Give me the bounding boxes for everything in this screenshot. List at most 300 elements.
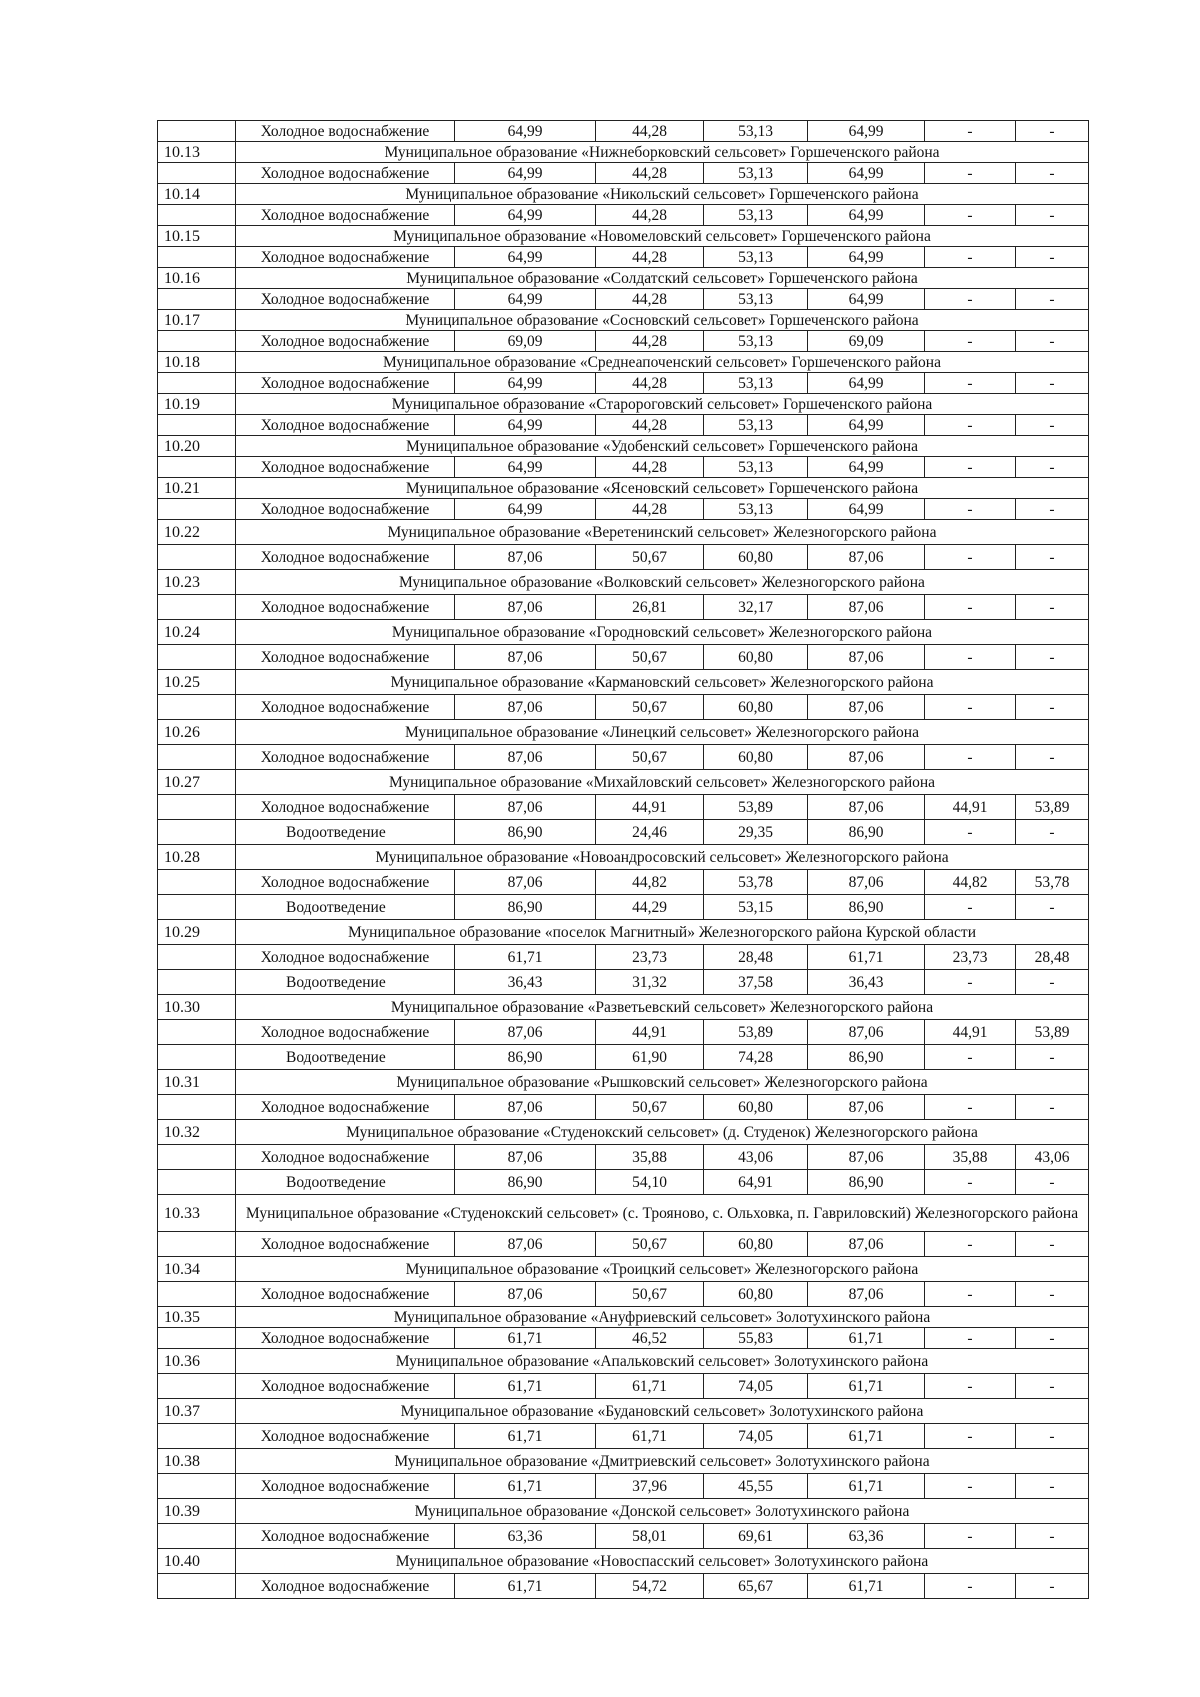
section-header-row <box>158 1307 1089 1328</box>
tariff-value: - <box>925 1328 1016 1349</box>
section-header-row <box>158 226 1089 247</box>
tariff-value: 61,71 <box>808 1328 925 1349</box>
service-name: Холодное водоснабжение <box>236 247 455 268</box>
tariff-value: - <box>1016 1170 1089 1195</box>
tariff-value: - <box>925 1282 1016 1307</box>
tariff-value: - <box>1016 499 1089 520</box>
tariff-value: 35,88 <box>596 1145 704 1170</box>
tariff-value: - <box>925 289 1016 310</box>
tariff-value: - <box>925 1574 1016 1599</box>
section-header-row <box>158 1499 1089 1524</box>
municipality-name: Муниципальное образование «Солдатский сельсовет» Горшеченского района <box>236 268 1089 289</box>
tariff-row <box>158 1328 1089 1349</box>
tariff-value: 87,06 <box>808 645 925 670</box>
empty-number-cell <box>158 499 236 520</box>
tariff-value: 69,61 <box>704 1524 808 1549</box>
tariff-value: - <box>925 820 1016 845</box>
section-number: 10.19 <box>158 394 236 415</box>
tariff-value: - <box>925 331 1016 352</box>
tariff-value: 65,67 <box>704 1574 808 1599</box>
tariff-value: 53,78 <box>704 870 808 895</box>
tariff-row <box>158 247 1089 268</box>
section-number: 10.18 <box>158 352 236 373</box>
tariff-value: 69,09 <box>455 331 596 352</box>
tariff-value: 61,71 <box>808 945 925 970</box>
tariff-value: 60,80 <box>704 545 808 570</box>
tariff-table-body <box>158 121 1089 1599</box>
tariff-value: - <box>925 1170 1016 1195</box>
tariff-value: - <box>1016 205 1089 226</box>
tariff-value: 87,06 <box>455 695 596 720</box>
tariff-value: 87,06 <box>455 645 596 670</box>
tariff-value: 44,28 <box>596 373 704 394</box>
tariff-row <box>158 289 1089 310</box>
tariff-value: - <box>925 1374 1016 1399</box>
municipality-name: Муниципальное образование «Старороговский сельсовет» Горшеченского района <box>236 394 1089 415</box>
tariff-value: - <box>1016 247 1089 268</box>
tariff-value: 37,58 <box>704 970 808 995</box>
tariff-value: 36,43 <box>808 970 925 995</box>
tariff-row <box>158 970 1089 995</box>
tariff-value: 54,10 <box>596 1170 704 1195</box>
tariff-row <box>158 1374 1089 1399</box>
tariff-row <box>158 163 1089 184</box>
tariff-value: 87,06 <box>808 1232 925 1257</box>
tariff-value: - <box>925 205 1016 226</box>
tariff-value: 87,06 <box>455 1232 596 1257</box>
service-name: Холодное водоснабжение <box>236 121 455 142</box>
service-name: Холодное водоснабжение <box>236 695 455 720</box>
tariff-value: 44,28 <box>596 163 704 184</box>
section-number: 10.32 <box>158 1120 236 1145</box>
tariff-row <box>158 745 1089 770</box>
tariff-value: - <box>925 595 1016 620</box>
tariff-value: 53,13 <box>704 373 808 394</box>
municipality-name: Муниципальное образование «Студенокский сельсовет» (с. Трояново, с. Ольховка, п. Гавриловский) Железногорского района <box>236 1195 1089 1232</box>
tariff-value: - <box>1016 163 1089 184</box>
service-name: Холодное водоснабжение <box>236 1374 455 1399</box>
tariff-value: 43,06 <box>704 1145 808 1170</box>
tariff-value: - <box>1016 895 1089 920</box>
tariff-row <box>158 1145 1089 1170</box>
tariff-value: 87,06 <box>455 595 596 620</box>
tariff-value: 31,32 <box>596 970 704 995</box>
tariff-value: 87,06 <box>808 1145 925 1170</box>
tariff-value: 87,06 <box>455 1020 596 1045</box>
tariff-value: 64,99 <box>455 163 596 184</box>
municipality-name: Муниципальное образование «Линецкий сельсовет» Железногорского района <box>236 720 1089 745</box>
tariff-value: 61,71 <box>808 1424 925 1449</box>
tariff-row <box>158 1045 1089 1070</box>
section-number: 10.24 <box>158 620 236 645</box>
empty-number-cell <box>158 645 236 670</box>
empty-number-cell <box>158 1095 236 1120</box>
tariff-value: 53,13 <box>704 205 808 226</box>
municipality-name: Муниципальное образование «Новомеловский сельсовет» Горшеченского района <box>236 226 1089 247</box>
tariff-value: 61,71 <box>455 1474 596 1499</box>
tariff-value: - <box>925 545 1016 570</box>
tariff-value: 44,91 <box>925 1020 1016 1045</box>
tariff-value: - <box>925 1045 1016 1070</box>
service-name: Холодное водоснабжение <box>236 205 455 226</box>
tariff-value: 44,28 <box>596 205 704 226</box>
tariff-value: 86,90 <box>455 1170 596 1195</box>
service-name: Холодное водоснабжение <box>236 415 455 436</box>
section-header-row <box>158 520 1089 545</box>
service-name: Холодное водоснабжение <box>236 870 455 895</box>
tariff-value: 45,55 <box>704 1474 808 1499</box>
empty-number-cell <box>158 1474 236 1499</box>
tariff-value: - <box>1016 289 1089 310</box>
tariff-row <box>158 1020 1089 1045</box>
service-name: Холодное водоснабжение <box>236 1232 455 1257</box>
tariff-value: 87,06 <box>808 695 925 720</box>
tariff-value: - <box>1016 1328 1089 1349</box>
empty-number-cell <box>158 373 236 394</box>
empty-number-cell <box>158 121 236 142</box>
tariff-row <box>158 1170 1089 1195</box>
municipality-name: Муниципальное образование «Рышковский сельсовет» Железногорского района <box>236 1070 1089 1095</box>
tariff-value: 86,90 <box>808 895 925 920</box>
tariff-value: 55,83 <box>704 1328 808 1349</box>
tariff-value: 44,28 <box>596 415 704 436</box>
section-number: 10.27 <box>158 770 236 795</box>
section-number: 10.40 <box>158 1549 236 1574</box>
tariff-value: 69,09 <box>808 331 925 352</box>
tariff-row <box>158 1424 1089 1449</box>
municipality-name: Муниципальное образование «Разветьевский сельсовет» Железногорского района <box>236 995 1089 1020</box>
municipality-name: Муниципальное образование «Среднеапоченский сельсовет» Горшеченского района <box>236 352 1089 373</box>
tariff-value: 86,90 <box>455 820 596 845</box>
tariff-row <box>158 595 1089 620</box>
tariff-row <box>158 499 1089 520</box>
tariff-value: - <box>1016 1374 1089 1399</box>
tariff-value: - <box>925 1474 1016 1499</box>
section-header-row <box>158 1549 1089 1574</box>
service-name: Холодное водоснабжение <box>236 1474 455 1499</box>
tariff-value: 44,82 <box>596 870 704 895</box>
empty-number-cell <box>158 1328 236 1349</box>
tariff-value: - <box>925 645 1016 670</box>
tariff-value: - <box>925 457 1016 478</box>
tariff-value: 87,06 <box>808 1282 925 1307</box>
empty-number-cell <box>158 595 236 620</box>
section-header-row <box>158 920 1089 945</box>
tariff-value: 53,13 <box>704 331 808 352</box>
service-name: Водоотведение <box>236 1045 455 1070</box>
section-header-row <box>158 770 1089 795</box>
service-name: Водоотведение <box>236 820 455 845</box>
municipality-name: Муниципальное образование «Донской сельсовет» Золотухинского района <box>236 1499 1089 1524</box>
service-name: Холодное водоснабжение <box>236 1020 455 1045</box>
section-header-row <box>158 1449 1089 1474</box>
tariff-value: 26,81 <box>596 595 704 620</box>
municipality-name: Муниципальное образование «Сосновский сельсовет» Горшеченского района <box>236 310 1089 331</box>
section-number: 10.23 <box>158 570 236 595</box>
tariff-value: 64,99 <box>455 373 596 394</box>
tariff-value: 50,67 <box>596 745 704 770</box>
municipality-name: Муниципальное образование «Волковский сельсовет» Железногорского района <box>236 570 1089 595</box>
tariff-value: - <box>1016 1524 1089 1549</box>
tariff-value: - <box>1016 545 1089 570</box>
tariff-value: 60,80 <box>704 1095 808 1120</box>
tariff-value: 61,71 <box>808 1574 925 1599</box>
tariff-value: - <box>925 1424 1016 1449</box>
section-number: 10.13 <box>158 142 236 163</box>
tariff-value: 53,13 <box>704 247 808 268</box>
tariff-value: 63,36 <box>808 1524 925 1549</box>
service-name: Холодное водоснабжение <box>236 1095 455 1120</box>
service-name: Холодное водоснабжение <box>236 745 455 770</box>
tariff-value: 53,13 <box>704 163 808 184</box>
section-header-row <box>158 394 1089 415</box>
tariff-value: 44,28 <box>596 457 704 478</box>
tariff-value: 53,15 <box>704 895 808 920</box>
tariff-value: 35,88 <box>925 1145 1016 1170</box>
tariff-value: 74,05 <box>704 1424 808 1449</box>
tariff-value: 53,89 <box>704 1020 808 1045</box>
tariff-value: 87,06 <box>455 1095 596 1120</box>
section-number: 10.15 <box>158 226 236 247</box>
tariff-value: 87,06 <box>808 545 925 570</box>
tariff-row <box>158 795 1089 820</box>
municipality-name: Муниципальное образование «Новоандросовский сельсовет» Железногорского района <box>236 845 1089 870</box>
tariff-value: 23,73 <box>596 945 704 970</box>
empty-number-cell <box>158 970 236 995</box>
service-name: Водоотведение <box>236 1170 455 1195</box>
section-number: 10.14 <box>158 184 236 205</box>
tariff-value: 87,06 <box>455 1282 596 1307</box>
tariff-row <box>158 645 1089 670</box>
section-number: 10.20 <box>158 436 236 457</box>
municipality-name: Муниципальное образование «Кармановский сельсовет» Железногорского района <box>236 670 1089 695</box>
tariff-value: - <box>1016 745 1089 770</box>
tariff-value: 50,67 <box>596 1095 704 1120</box>
tariff-value: 44,91 <box>925 795 1016 820</box>
tariff-value: 61,71 <box>596 1374 704 1399</box>
tariff-value: 86,90 <box>455 1045 596 1070</box>
service-name: Холодное водоснабжение <box>236 1524 455 1549</box>
tariff-row <box>158 1524 1089 1549</box>
tariff-value: 53,89 <box>1016 1020 1089 1045</box>
tariff-row <box>158 121 1089 142</box>
section-header-row <box>158 1257 1089 1282</box>
empty-number-cell <box>158 1232 236 1257</box>
tariff-value: 74,28 <box>704 1045 808 1070</box>
service-name: Холодное водоснабжение <box>236 595 455 620</box>
section-header-row <box>158 570 1089 595</box>
empty-number-cell <box>158 895 236 920</box>
tariff-value: 23,73 <box>925 945 1016 970</box>
service-name: Холодное водоснабжение <box>236 545 455 570</box>
tariff-value: 53,13 <box>704 415 808 436</box>
tariff-row <box>158 945 1089 970</box>
tariff-value: - <box>925 695 1016 720</box>
tariff-value: - <box>1016 595 1089 620</box>
service-name: Холодное водоснабжение <box>236 795 455 820</box>
municipality-name: Муниципальное образование «Апальковский сельсовет» Золотухинского района <box>236 1349 1089 1374</box>
municipality-name: Муниципальное образование «Удобенский сельсовет» Горшеченского района <box>236 436 1089 457</box>
tariff-value: 50,67 <box>596 545 704 570</box>
tariff-value: 50,67 <box>596 1232 704 1257</box>
empty-number-cell <box>158 870 236 895</box>
tariff-value: - <box>1016 1095 1089 1120</box>
section-number: 10.38 <box>158 1449 236 1474</box>
section-header-row <box>158 310 1089 331</box>
tariff-value: 44,28 <box>596 247 704 268</box>
tariff-value: - <box>925 1524 1016 1549</box>
tariff-value: 29,35 <box>704 820 808 845</box>
tariff-value: 86,90 <box>808 1045 925 1070</box>
tariff-value: - <box>925 499 1016 520</box>
tariff-value: 87,06 <box>808 870 925 895</box>
municipality-name: Муниципальное образование «Веретенинский сельсовет» Железногорского района <box>236 520 1089 545</box>
tariff-row <box>158 1095 1089 1120</box>
tariff-value: 64,99 <box>808 289 925 310</box>
tariff-row <box>158 1232 1089 1257</box>
tariff-value: 87,06 <box>808 1020 925 1045</box>
service-name: Водоотведение <box>236 895 455 920</box>
tariff-value: 36,43 <box>455 970 596 995</box>
tariff-value: - <box>925 745 1016 770</box>
tariff-value: 64,99 <box>455 121 596 142</box>
tariff-value: - <box>925 1232 1016 1257</box>
municipality-name: Муниципальное образование «Городновский сельсовет» Железногорского района <box>236 620 1089 645</box>
service-name: Водоотведение <box>236 970 455 995</box>
section-number: 10.21 <box>158 478 236 499</box>
municipality-name: Муниципальное образование «Новоспасский сельсовет» Золотухинского района <box>236 1549 1089 1574</box>
tariff-value: - <box>1016 331 1089 352</box>
municipality-name: Муниципальное образование «Нижнеборковский сельсовет» Горшеченского района <box>236 142 1089 163</box>
service-name: Холодное водоснабжение <box>236 373 455 394</box>
tariff-value: 50,67 <box>596 645 704 670</box>
empty-number-cell <box>158 745 236 770</box>
tariff-value: - <box>925 1095 1016 1120</box>
tariff-value: 53,13 <box>704 499 808 520</box>
tariff-value: - <box>1016 457 1089 478</box>
tariff-row <box>158 373 1089 394</box>
section-header-row <box>158 184 1089 205</box>
tariff-value: - <box>925 970 1016 995</box>
municipality-name: Муниципальное образование «Троицкий сельсовет» Железногорского района <box>236 1257 1089 1282</box>
empty-number-cell <box>158 795 236 820</box>
tariff-value: - <box>1016 1045 1089 1070</box>
tariff-value: 44,91 <box>596 1020 704 1045</box>
tariff-value: 44,91 <box>596 795 704 820</box>
section-header-row <box>158 1120 1089 1145</box>
empty-number-cell <box>158 1424 236 1449</box>
tariff-value: 64,99 <box>808 415 925 436</box>
empty-number-cell <box>158 945 236 970</box>
tariff-value: 32,17 <box>704 595 808 620</box>
tariff-row <box>158 895 1089 920</box>
tariff-value: 60,80 <box>704 1282 808 1307</box>
tariff-value: 64,99 <box>455 415 596 436</box>
section-header-row <box>158 1399 1089 1424</box>
tariff-row <box>158 870 1089 895</box>
service-name: Холодное водоснабжение <box>236 645 455 670</box>
empty-number-cell <box>158 205 236 226</box>
service-name: Холодное водоснабжение <box>236 1282 455 1307</box>
tariff-value: - <box>1016 1574 1089 1599</box>
section-header-row <box>158 720 1089 745</box>
tariff-value: - <box>1016 415 1089 436</box>
section-number: 10.39 <box>158 1499 236 1524</box>
tariff-value: - <box>1016 970 1089 995</box>
tariff-row <box>158 695 1089 720</box>
empty-number-cell <box>158 1374 236 1399</box>
tariff-value: - <box>925 895 1016 920</box>
tariff-value: 44,28 <box>596 289 704 310</box>
service-name: Холодное водоснабжение <box>236 331 455 352</box>
tariff-value: 24,46 <box>596 820 704 845</box>
tariff-value: - <box>1016 645 1089 670</box>
tariff-row <box>158 820 1089 845</box>
empty-number-cell <box>158 247 236 268</box>
empty-number-cell <box>158 415 236 436</box>
service-name: Холодное водоснабжение <box>236 1145 455 1170</box>
municipality-name: Муниципальное образование «Никольский сельсовет» Горшеченского района <box>236 184 1089 205</box>
tariff-value: - <box>1016 1424 1089 1449</box>
tariff-value: 64,99 <box>808 163 925 184</box>
tariff-value: 64,99 <box>455 205 596 226</box>
empty-number-cell <box>158 457 236 478</box>
section-header-row <box>158 352 1089 373</box>
tariff-value: - <box>1016 121 1089 142</box>
section-number: 10.17 <box>158 310 236 331</box>
tariff-value: 87,06 <box>808 795 925 820</box>
tariff-value: 61,71 <box>596 1424 704 1449</box>
tariff-row <box>158 1574 1089 1599</box>
section-header-row <box>158 845 1089 870</box>
empty-number-cell <box>158 1145 236 1170</box>
tariff-value: - <box>1016 1282 1089 1307</box>
section-header-row <box>158 1195 1089 1232</box>
empty-number-cell <box>158 1045 236 1070</box>
section-number: 10.25 <box>158 670 236 695</box>
tariff-value: 50,67 <box>596 695 704 720</box>
tariff-value: 64,99 <box>808 499 925 520</box>
tariff-value: 61,71 <box>455 1374 596 1399</box>
tariff-value: 43,06 <box>1016 1145 1089 1170</box>
tariff-value: 44,28 <box>596 331 704 352</box>
service-name: Холодное водоснабжение <box>236 1574 455 1599</box>
tariff-value: 87,06 <box>455 870 596 895</box>
tariff-row <box>158 457 1089 478</box>
tariff-value: - <box>1016 1232 1089 1257</box>
tariff-value: - <box>925 121 1016 142</box>
empty-number-cell <box>158 163 236 184</box>
empty-number-cell <box>158 1170 236 1195</box>
tariff-value: 50,67 <box>596 1282 704 1307</box>
tariff-value: 61,90 <box>596 1045 704 1070</box>
tariff-value: 53,78 <box>1016 870 1089 895</box>
tariff-value: 61,71 <box>455 1328 596 1349</box>
tariff-value: - <box>1016 820 1089 845</box>
service-name: Холодное водоснабжение <box>236 457 455 478</box>
empty-number-cell <box>158 331 236 352</box>
tariff-value: - <box>925 163 1016 184</box>
service-name: Холодное водоснабжение <box>236 1424 455 1449</box>
tariff-row <box>158 331 1089 352</box>
section-number: 10.16 <box>158 268 236 289</box>
empty-number-cell <box>158 289 236 310</box>
tariff-value: 44,28 <box>596 121 704 142</box>
tariff-value: 64,99 <box>455 499 596 520</box>
tariff-value: 64,99 <box>808 247 925 268</box>
tariff-value: 64,99 <box>808 205 925 226</box>
section-number: 10.36 <box>158 1349 236 1374</box>
